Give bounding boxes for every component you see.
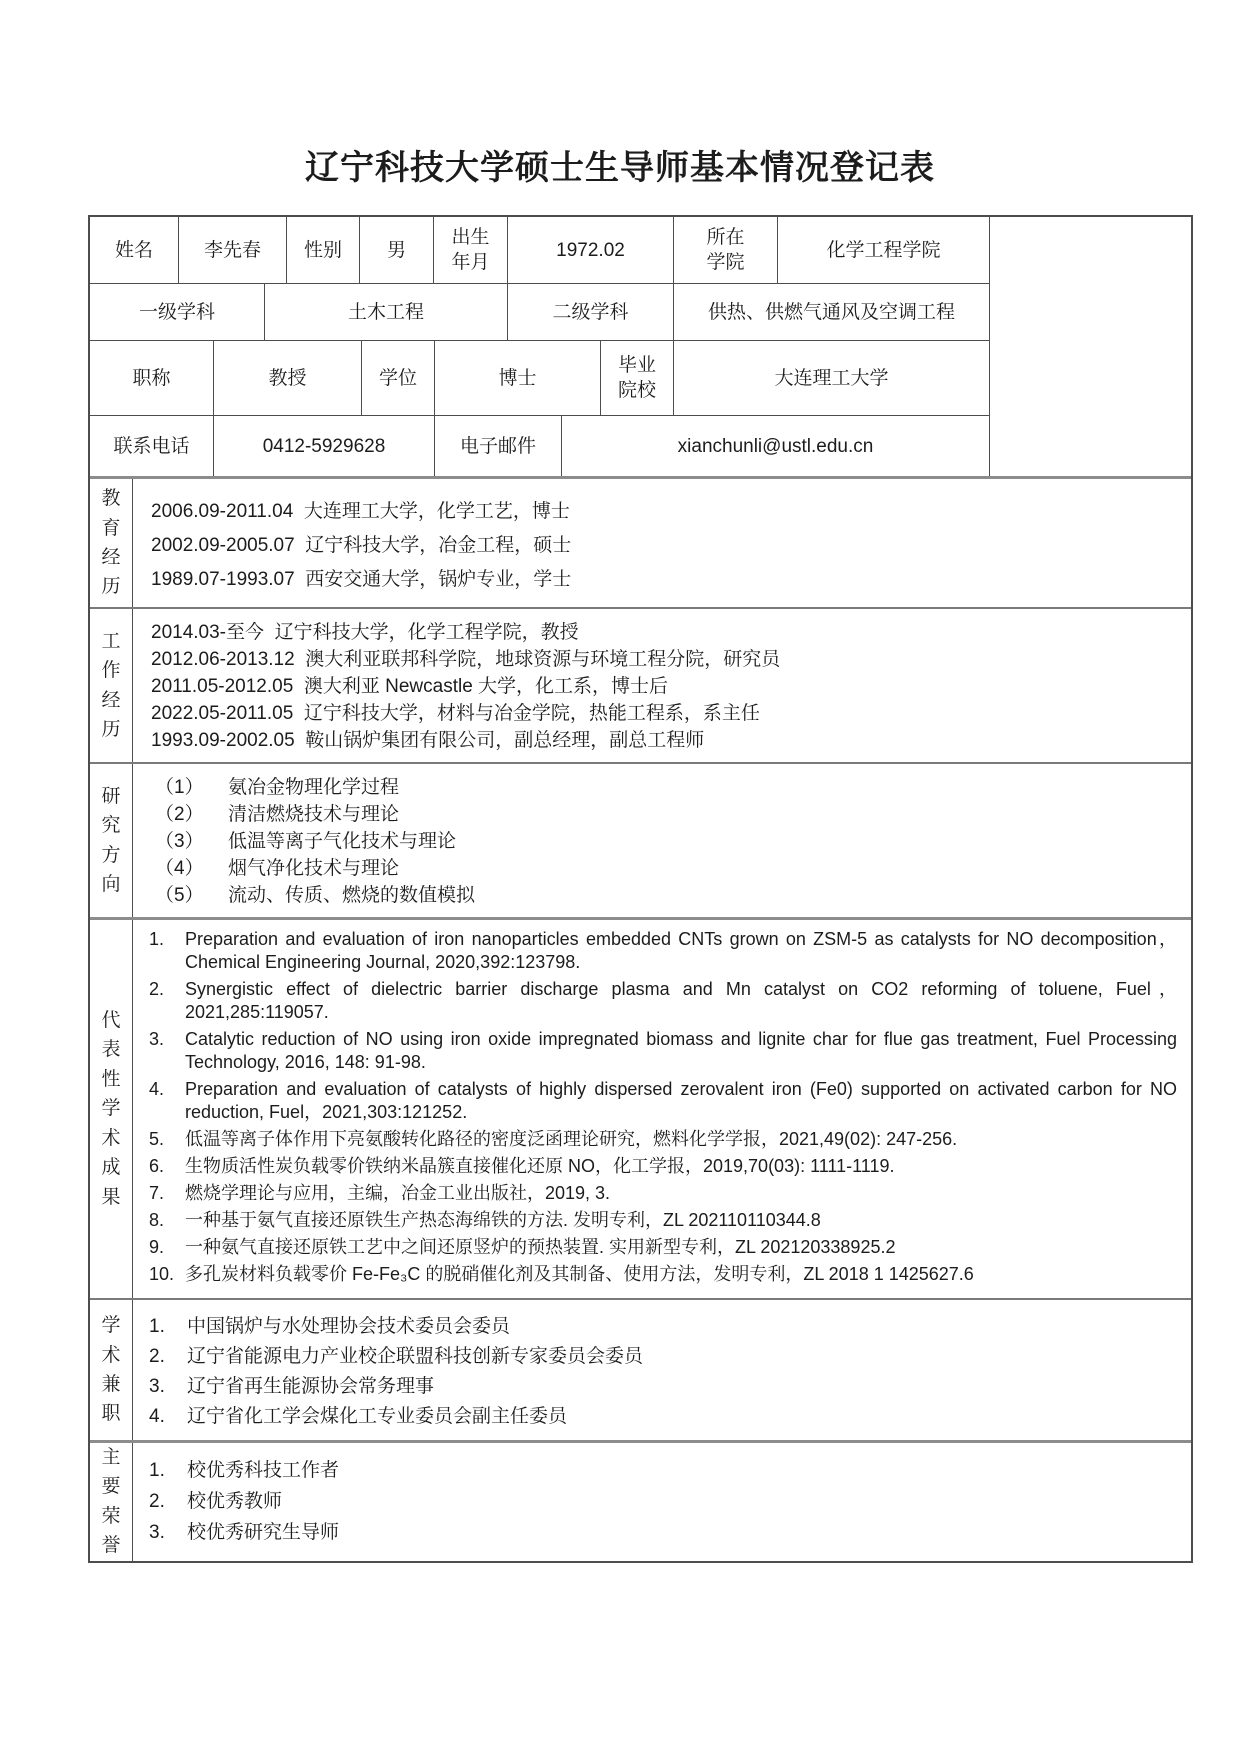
section-honors-label-cell bbox=[90, 1443, 133, 1561]
publication-text: 生物质活性炭负载零价铁纳米晶簇直接催化还原 NO，化工学报，2019,70(03): 1111-1119. bbox=[185, 1156, 895, 1176]
honor-number: 1. bbox=[149, 1460, 165, 1481]
work-line: 2012.06-2013.12 澳大利亚联邦科学院，地球资源与环境工程分院，研究员 bbox=[151, 649, 781, 670]
section-research-body bbox=[133, 764, 1191, 917]
research-item-number: （2） bbox=[155, 804, 204, 825]
publication-text: Preparation and evaluation of catalysts of highly dispersed zerovalent iron (Fe0) supported on activated carbon for NO reduction, Fuel，2021,303:121252. bbox=[185, 1079, 1177, 1122]
college-label: 所在学院 bbox=[674, 217, 778, 283]
section-education bbox=[90, 479, 1191, 607]
work-line: 1993.09-2002.05 鞍山锅炉集团有限公司，副总经理，副总工程师 bbox=[151, 730, 705, 751]
grad-school-value: 大连理工大学 bbox=[774, 367, 889, 389]
publication-number: 5. bbox=[149, 1129, 165, 1149]
honor-item bbox=[149, 1517, 1181, 1548]
publication-item bbox=[133, 1236, 1177, 1259]
prof-title-value: 教授 bbox=[214, 341, 362, 415]
research-item-number: （5） bbox=[155, 885, 204, 906]
position-text: 辽宁省能源电力产业校企联盟科技创新专家委员会委员 bbox=[187, 1346, 644, 1367]
discipline1-label: 一级学科 bbox=[90, 284, 265, 340]
name-value: 李先春 bbox=[179, 217, 287, 283]
basic-info-grid bbox=[90, 217, 989, 476]
section-education-body bbox=[133, 479, 1191, 607]
research-item-text: 流动、传质、燃烧的数值模拟 bbox=[228, 885, 476, 906]
education-line: 1989.07-1993.07 西安交通大学，锅炉专业，学士 bbox=[151, 569, 572, 590]
position-text: 辽宁省化工学会煤化工专业委员会副主任委员 bbox=[187, 1406, 568, 1427]
research-item bbox=[155, 882, 1181, 909]
name-label: 姓名 bbox=[90, 217, 179, 283]
research-item-number: （1） bbox=[155, 777, 204, 798]
research-item bbox=[155, 774, 1181, 801]
position-item bbox=[149, 1342, 1181, 1372]
registration-table bbox=[88, 215, 1193, 1563]
position-text: 中国锅炉与水处理协会技术委员会委员 bbox=[187, 1316, 511, 1337]
section-work-label-cell bbox=[90, 609, 133, 762]
publication-number: 6. bbox=[149, 1156, 165, 1176]
row-title-degree-school bbox=[90, 340, 989, 415]
research-item-text: 低温等离子气化技术与理论 bbox=[228, 831, 457, 852]
section-work-label: 工作经历 bbox=[101, 630, 121, 740]
college-value: 化学工程学院 bbox=[826, 239, 941, 261]
section-honors-body bbox=[133, 1443, 1191, 1561]
honor-item bbox=[149, 1486, 1181, 1517]
position-number: 2. bbox=[149, 1346, 165, 1367]
work-line: 2011.05-2012.05 澳大利亚 Newcastle 大学，化工系，博士后 bbox=[151, 676, 669, 697]
publication-item bbox=[133, 1263, 1177, 1286]
honor-text: 校优秀科技工作者 bbox=[187, 1460, 340, 1481]
publication-item bbox=[133, 1182, 1177, 1205]
work-line: 2022.05-2011.05 辽宁科技大学，材料与冶金学院，热能工程系，系主任 bbox=[151, 703, 760, 724]
publication-text: 低温等离子体作用下亮氨酸转化路径的密度泛函理论研究，燃料化学学报，2021,49(02): 247-256. bbox=[185, 1129, 958, 1149]
research-item bbox=[155, 801, 1181, 828]
section-honors-label: 主要荣誉 bbox=[101, 1447, 121, 1557]
publication-item bbox=[133, 978, 1177, 1024]
section-research-label: 研究方向 bbox=[101, 785, 121, 895]
honor-text: 校优秀教师 bbox=[187, 1491, 283, 1512]
section-positions-label-cell bbox=[90, 1300, 133, 1440]
gender-value: 男 bbox=[360, 217, 434, 283]
work-line: 2014.03-至今 辽宁科技大学，化学工程学院，教授 bbox=[151, 622, 579, 643]
section-work-body bbox=[133, 609, 1191, 762]
section-education-label: 教育经历 bbox=[101, 488, 121, 598]
publication-item bbox=[133, 1078, 1177, 1124]
publication-number: 7. bbox=[149, 1183, 165, 1203]
publication-number: 1. bbox=[149, 929, 165, 949]
phone-label: 联系电话 bbox=[90, 416, 214, 476]
position-item bbox=[149, 1312, 1181, 1342]
publication-item bbox=[133, 1155, 1177, 1178]
section-achievements bbox=[90, 917, 1191, 1298]
row-contact bbox=[90, 415, 989, 476]
publication-item bbox=[133, 1028, 1177, 1074]
publication-item bbox=[133, 1209, 1177, 1232]
publication-text: Synergistic effect of dielectric barrier discharge plasma and Mn catalyst on CO2 reforming of toluene, Fuel，2021,285:119057. bbox=[185, 979, 1177, 1022]
research-item bbox=[155, 828, 1181, 855]
position-number: 4. bbox=[149, 1406, 165, 1427]
section-honors bbox=[90, 1440, 1191, 1561]
section-work bbox=[90, 607, 1191, 762]
honor-text: 校优秀研究生导师 bbox=[187, 1522, 340, 1543]
row-disciplines bbox=[90, 283, 989, 340]
discipline2-label: 二级学科 bbox=[508, 284, 674, 340]
email-label: 电子邮件 bbox=[435, 416, 562, 476]
section-research-label-cell bbox=[90, 764, 133, 917]
education-line: 2006.09-2011.04 大连理工大学，化学工艺，博士 bbox=[151, 501, 570, 522]
grad-school-label: 毕业院校 bbox=[601, 341, 674, 415]
publication-text: 燃烧学理论与应用，主编，冶金工业出版社，2019, 3. bbox=[185, 1183, 611, 1203]
photo-placeholder bbox=[989, 217, 1191, 476]
birth-value: 1972.02 bbox=[508, 217, 674, 283]
section-achievements-body bbox=[133, 920, 1191, 1298]
honor-number: 2. bbox=[149, 1491, 165, 1512]
birth-label: 出生年月 bbox=[434, 217, 508, 283]
position-text: 辽宁省再生能源协会常务理事 bbox=[187, 1376, 435, 1397]
publication-item bbox=[133, 1128, 1177, 1151]
section-positions-body bbox=[133, 1300, 1191, 1440]
gender-label: 性别 bbox=[287, 217, 360, 283]
prof-title-label: 职称 bbox=[90, 341, 214, 415]
publication-text: 一种氨气直接还原铁工艺中之间还原竖炉的预热装置. 实用新型专利，ZL 202120338925.2 bbox=[185, 1237, 896, 1257]
section-education-label-cell bbox=[90, 479, 133, 607]
position-item bbox=[149, 1402, 1181, 1432]
degree-label: 学位 bbox=[362, 341, 435, 415]
position-number: 3. bbox=[149, 1376, 165, 1397]
publication-number: 9. bbox=[149, 1237, 165, 1257]
section-positions-label: 学术兼职 bbox=[101, 1315, 121, 1425]
degree-value: 博士 bbox=[435, 341, 601, 415]
publication-item bbox=[133, 928, 1177, 974]
research-item-number: （3） bbox=[155, 831, 204, 852]
email-value: xianchunli@ustl.edu.cn bbox=[677, 435, 874, 457]
section-positions bbox=[90, 1298, 1191, 1440]
basic-info-block bbox=[90, 217, 1191, 479]
publication-number: 3. bbox=[149, 1029, 165, 1049]
phone-value: 0412-5929628 bbox=[214, 416, 435, 476]
research-item-text: 氨冶金物理化学过程 bbox=[228, 777, 400, 798]
honor-number: 3. bbox=[149, 1522, 165, 1543]
publication-number: 8. bbox=[149, 1210, 165, 1230]
discipline2-value: 供热、供燃气通风及空调工程 bbox=[707, 301, 955, 323]
section-achievements-label: 代表性学术成果 bbox=[101, 1009, 121, 1208]
publication-text: 多孔炭材料负载零价 Fe-Fe₃C 的脱硝催化剂及其制备、使用方法，发明专利，ZL 2018 1 1425627.6 bbox=[185, 1264, 974, 1284]
publication-text: 一种基于氨气直接还原铁生产热态海绵铁的方法. 发明专利，ZL 202110110344.8 bbox=[185, 1210, 821, 1230]
publication-text: Catalytic reduction of NO using iron oxide impregnated biomass and lignite char for flue gas treatment, Fuel Processing Technology, 2016, 148: 91-98. bbox=[185, 1029, 1177, 1072]
honor-item bbox=[149, 1455, 1181, 1486]
publication-number: 10. bbox=[149, 1264, 175, 1284]
publication-number: 2. bbox=[149, 979, 165, 999]
position-item bbox=[149, 1372, 1181, 1402]
discipline1-value: 土木工程 bbox=[265, 284, 508, 340]
research-item-text: 清洁燃烧技术与理论 bbox=[228, 804, 400, 825]
education-line: 2002.09-2005.07 辽宁科技大学，冶金工程，硕士 bbox=[151, 535, 572, 556]
publication-number: 4. bbox=[149, 1079, 165, 1099]
position-number: 1. bbox=[149, 1316, 165, 1337]
research-item-text: 烟气净化技术与理论 bbox=[228, 858, 400, 879]
publication-text: Preparation and evaluation of iron nanoparticles embedded CNTs grown on ZSM-5 as catalysts for NO decomposition，Chemical Engineering Journal, 2020,392:123798. bbox=[185, 929, 1177, 972]
row-name-gender-birth-college bbox=[90, 217, 989, 283]
section-research bbox=[90, 762, 1191, 917]
research-item-number: （4） bbox=[155, 858, 204, 879]
section-achievements-label-cell bbox=[90, 920, 133, 1298]
research-item bbox=[155, 855, 1181, 882]
page-title: 辽宁科技大学硕士生导师基本情况登记表 bbox=[305, 150, 935, 187]
